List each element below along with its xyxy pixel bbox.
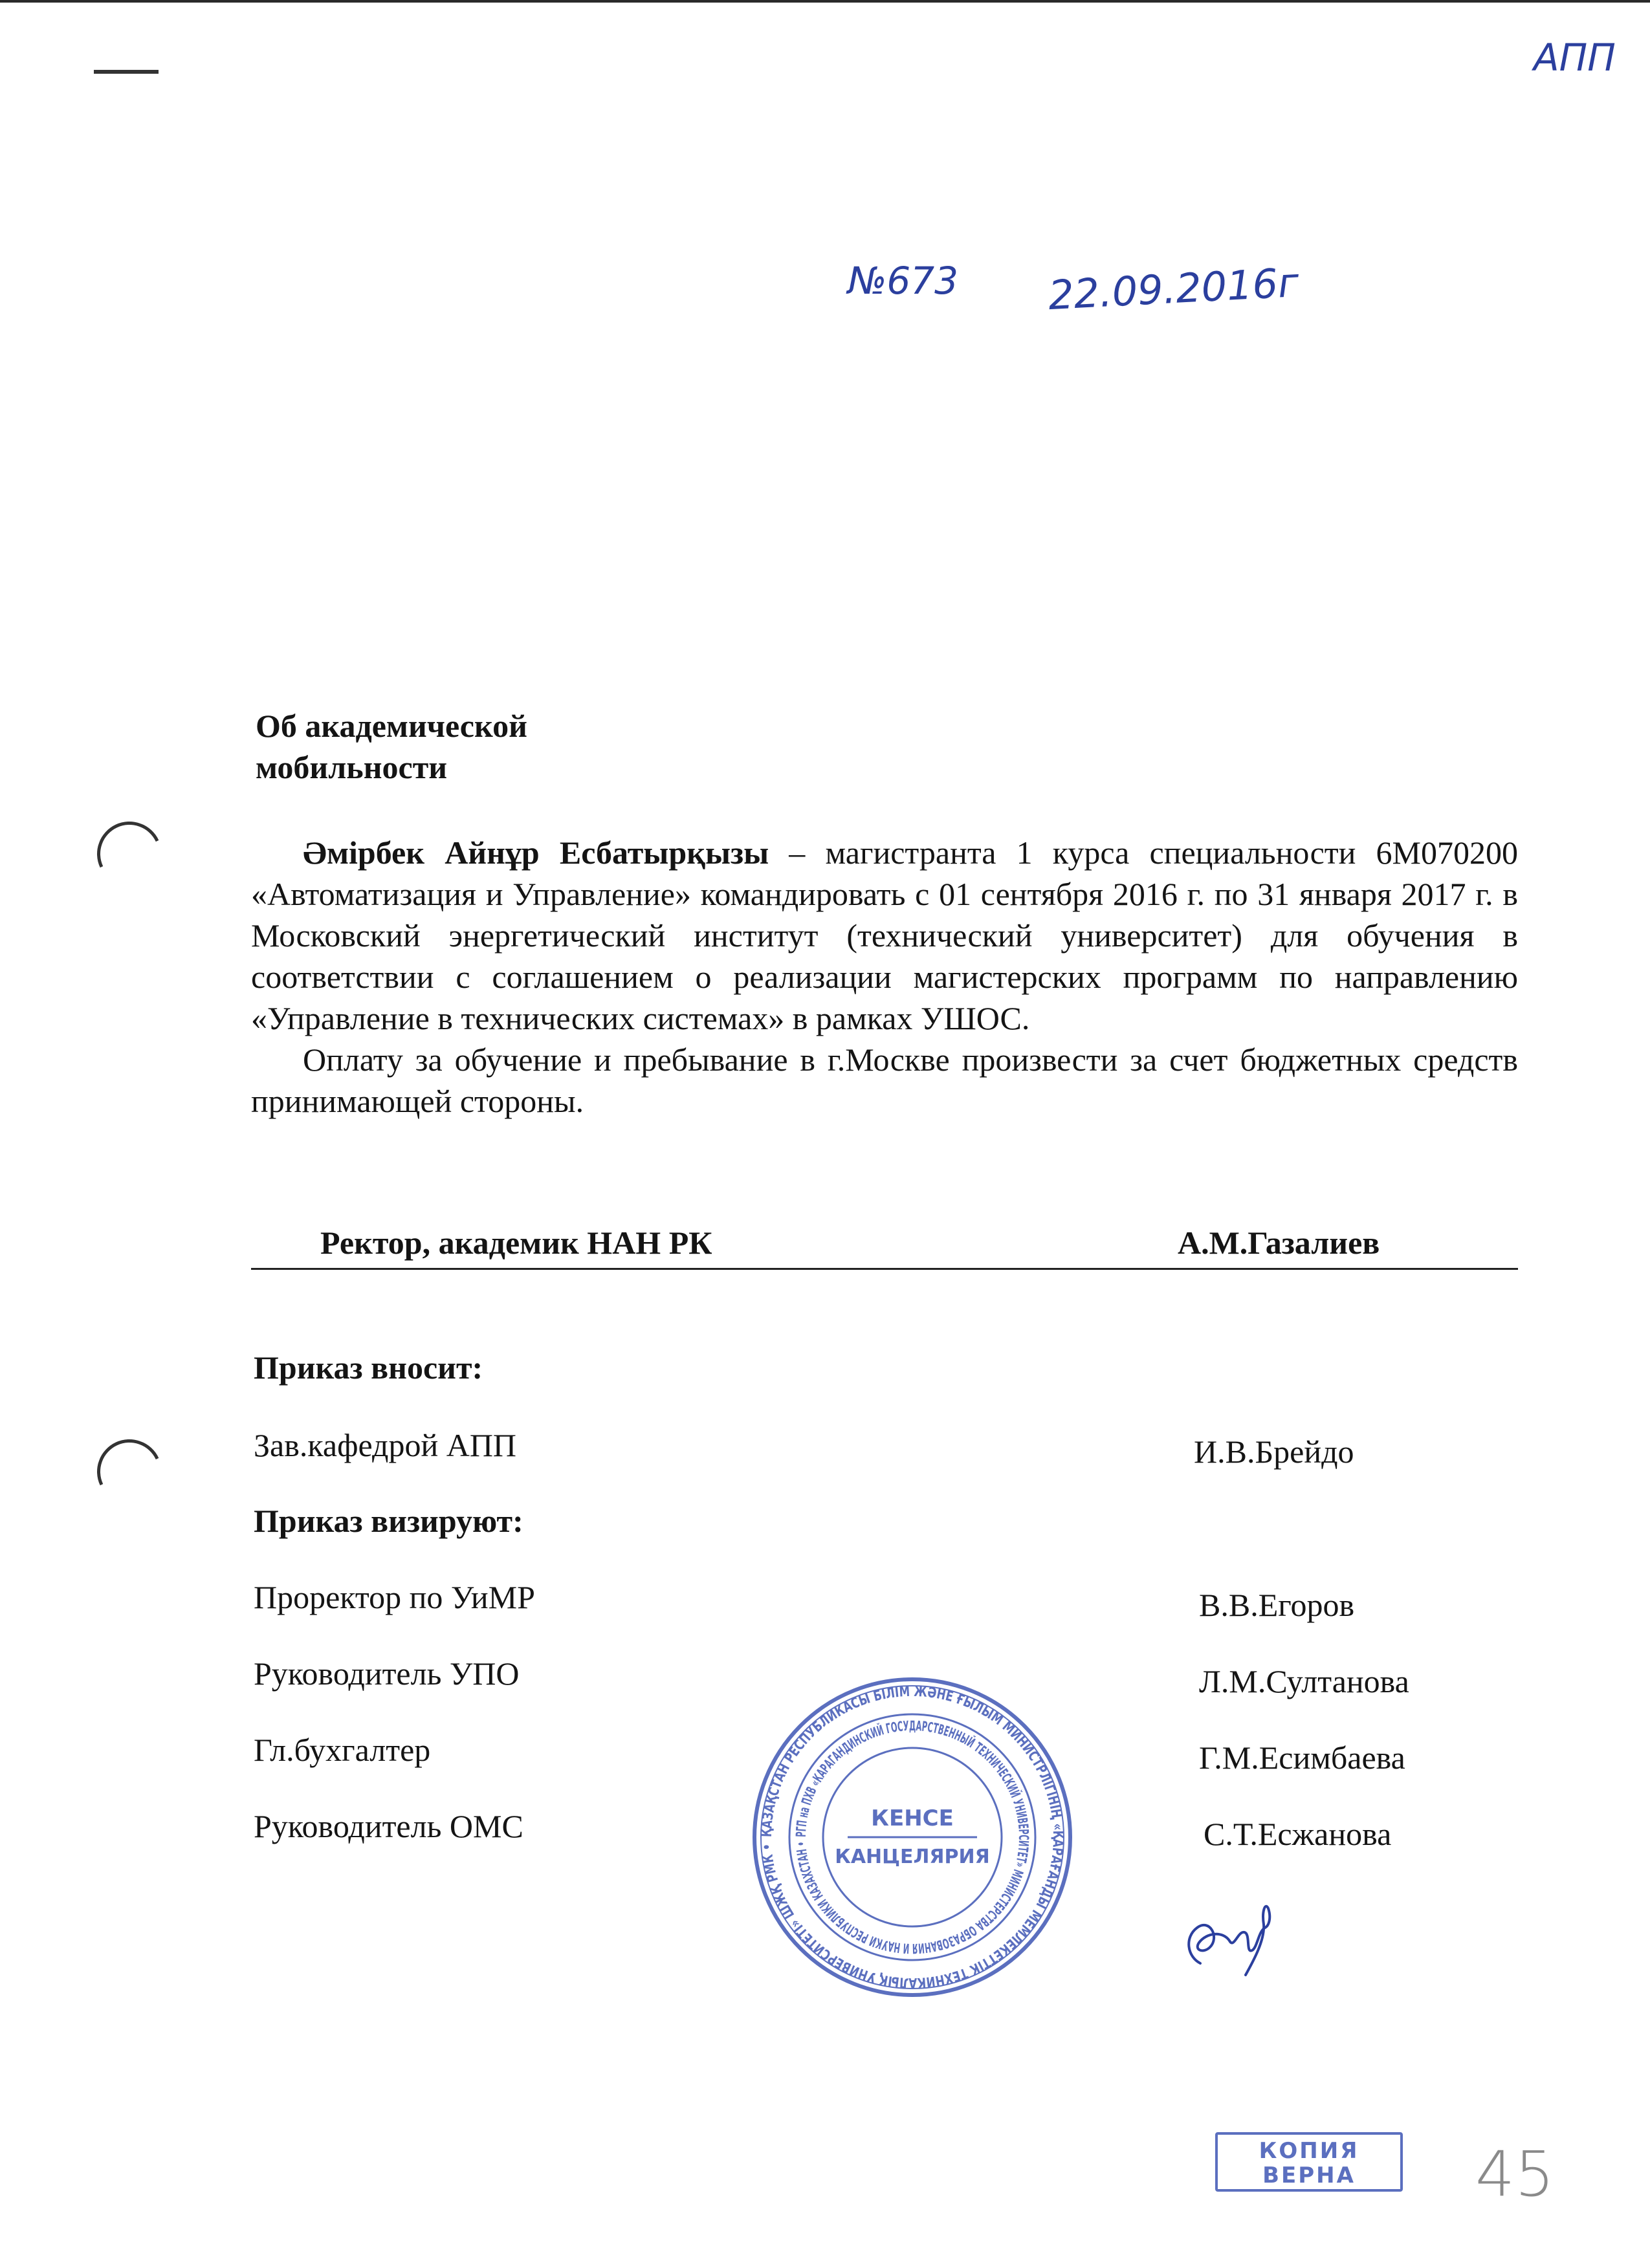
paragraph-1 xyxy=(251,832,1518,1039)
page-number: 45 xyxy=(1475,2138,1555,2210)
copy-stamp-line-2: ВЕРНА xyxy=(1262,2163,1356,2188)
approver-role: Гл.бухгалтер xyxy=(254,1732,431,1768)
approver-name: В.В.Егоров xyxy=(1199,1587,1355,1623)
approver-role: Руководитель УПО xyxy=(254,1655,520,1692)
handwritten-signature xyxy=(1174,1892,1278,1983)
rector-name: А.М.Газалиев xyxy=(1178,1225,1380,1261)
paragraph-2: Оплату за обучение и пребывание в г.Москве произвести за счет бюджетных средств принимающей стороны. xyxy=(251,1041,1518,1119)
stamp-seal-graphic xyxy=(751,1675,1074,1999)
heading-line-1: Об академической xyxy=(256,708,527,744)
handwritten-dept-note: АПП xyxy=(1534,36,1616,80)
copy-verified-stamp xyxy=(1215,2132,1403,2192)
scan-top-edge xyxy=(0,0,1650,3)
signature-graphic xyxy=(1174,1892,1278,1983)
approvers-heading: Приказ визируют: xyxy=(254,1503,523,1539)
introduces-heading: Приказ вносит: xyxy=(254,1349,483,1386)
stamp-outer-text: ҚАЗАҚСТАН РЕСПУБЛИКАСЫ БІЛІМ ЖӘНЕ ҒЫЛЫМ МИНИСТРЛІГІНІҢ «ҚАРАҒАНДЫ МЕМЛЕКЕТТІК ТЕХНИКАЛЫҚ УНИВЕРСИТЕТІ» ШЖҚ РМК • xyxy=(758,1683,1066,1991)
handwritten-order-date: 22.09.2016г xyxy=(1047,258,1301,320)
order-body xyxy=(251,832,1518,1122)
approver-name: Г.М.Есимбаева xyxy=(1199,1739,1405,1776)
stamp-center-top: КЕНСЕ xyxy=(871,1805,954,1831)
introducer-role: Зав.кафедрой АПП xyxy=(254,1427,517,1463)
student-name: Әмірбек Айнұр Есбатырқызы xyxy=(303,834,769,871)
approver-role: Проректор по УиМР xyxy=(254,1579,535,1615)
stamp-inner-text: РГП на ПХВ «КАРАГАНДИНСКИЙ ГОСУДАРСТВЕННЫЙ ТЕХНИЧЕСКИЙ УНИВЕРСИТЕТ» МИНИСТЕРСТВА ОБРАЗОВАНИЯ И НАУКИ РЕСПУБЛИКИ КАЗАХСТАН • xyxy=(793,1717,1032,1957)
pencil-dash-mark xyxy=(94,70,159,74)
rector-title: Ректор, академик НАН РК xyxy=(320,1225,712,1261)
paragraph-1-text: – магистранта 1 курса специальности 6М070200 «Автоматизация и Управление» командировать с 01 сентября 2016 г. по 31 января 2017 г. в Московский энергетический институт (технический университет) для обучения в соответствии с соглашением о реализации магистерских программ по направлению «Управление в технических системах» в рамках УШОС. xyxy=(251,834,1518,1036)
signature-rule xyxy=(251,1268,1518,1270)
approver-name: Л.М.Султанова xyxy=(1199,1663,1409,1699)
punch-hole-mark-2 xyxy=(88,1430,171,1513)
introducer-name: И.В.Брейдо xyxy=(1194,1434,1354,1470)
copy-stamp-line-1: КОПИЯ xyxy=(1259,2138,1359,2164)
approver-role: Руководитель ОМС xyxy=(254,1808,523,1844)
document-heading xyxy=(256,705,527,788)
punch-hole-mark-1 xyxy=(88,812,171,895)
handwritten-order-number: №673 xyxy=(848,259,959,303)
approver-name: С.Т.Есжанова xyxy=(1204,1816,1392,1852)
official-stamp xyxy=(751,1675,1074,1999)
heading-line-2: мобильности xyxy=(256,749,448,785)
stamp-center-bottom: КАНЦЕЛЯРИЯ xyxy=(835,1846,990,1868)
